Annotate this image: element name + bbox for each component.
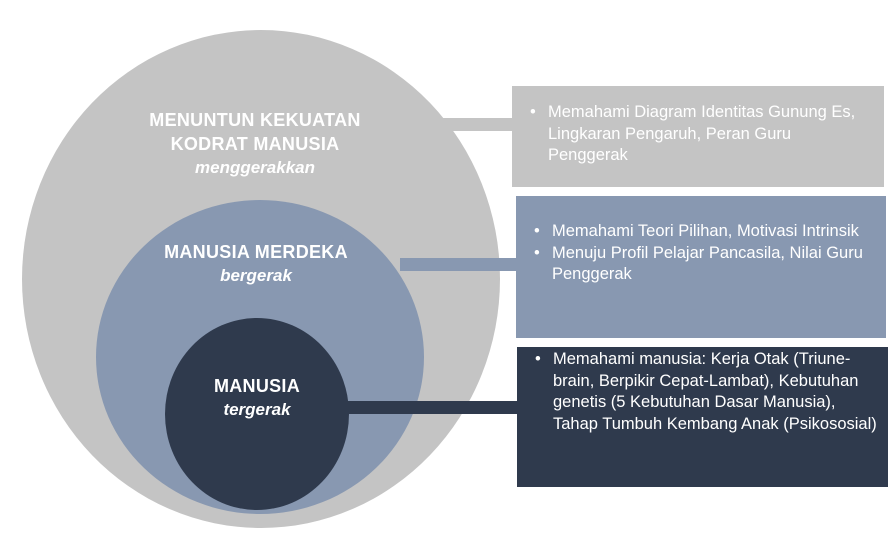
inner-description-box: [517, 347, 888, 487]
inner-bullet-item: • Memahami manusia: Kerja Otak (Triune-brain, Berpikir Cepat-Lambat), Kebutuhan genetis (5 Kebutuhan Dasar Manusia), Tahap Tumbuh Kembang Anak (Psikososial): [531, 349, 878, 435]
inner-connector: [345, 401, 521, 414]
middle-subtitle: bergerak: [220, 266, 292, 285]
inner-title: MANUSIA: [213, 376, 301, 396]
outer-circle-label: [120, 108, 390, 180]
outer-title-line2: KODRAT MANUSIA: [170, 134, 340, 154]
outer-title-line1: MENUNTUN KEKUATAN: [149, 110, 361, 130]
middle-bullet-item: • Menuju Profil Pelajar Pancasila, Nilai Guru Penggerak: [530, 243, 876, 286]
middle-bullet-item: • Memahami Teori Pilihan, Motivasi Intrinsik: [530, 221, 876, 243]
outer-connector: [424, 118, 516, 131]
middle-bullet-list: [530, 221, 876, 286]
middle-title: MANUSIA MERDEKA: [164, 242, 348, 262]
outer-subtitle: menggerakkan: [195, 158, 315, 177]
outer-description-box: [512, 86, 884, 187]
outer-bullet-list: [526, 102, 874, 167]
middle-connector: [400, 258, 518, 271]
middle-description-box: [516, 196, 886, 338]
inner-subtitle: tergerak: [223, 400, 291, 419]
outer-bullet-item: • Memahami Diagram Identitas Gunung Es, Lingkaran Pengaruh, Peran Guru Penggerak: [526, 102, 874, 167]
middle-circle-label: [140, 240, 372, 288]
inner-bullet-list: [531, 349, 878, 435]
inner-circle-label: [180, 374, 334, 422]
